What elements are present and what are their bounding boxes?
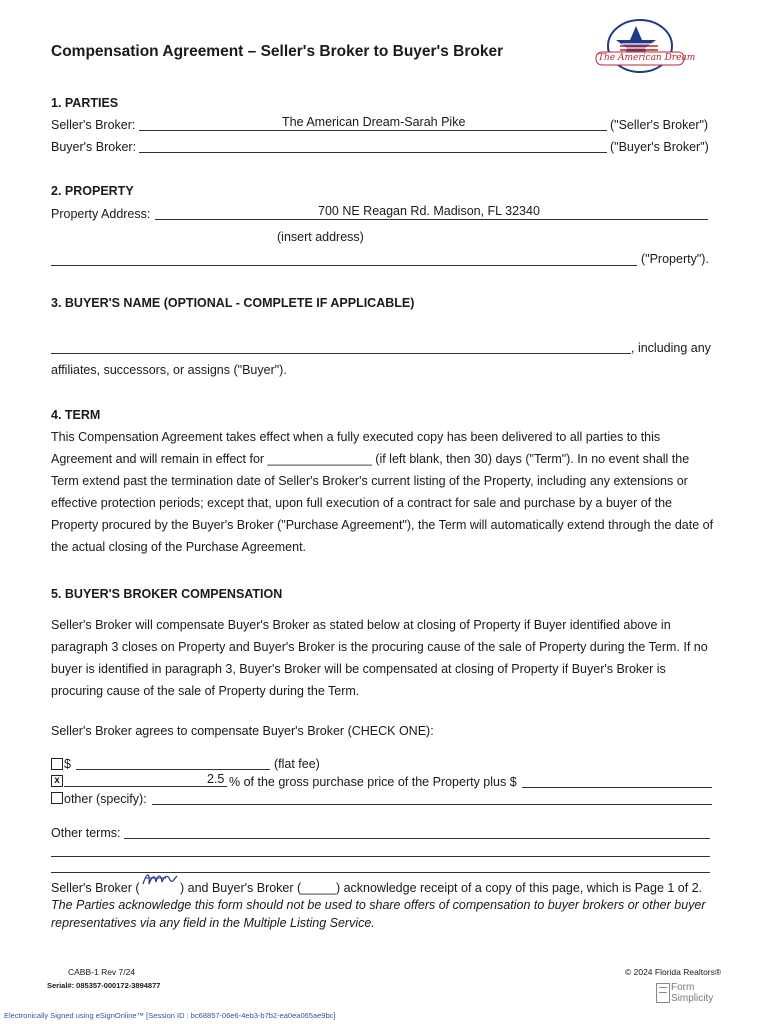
esign-footer: Electronically Signed using eSignOnline™ [Session ID : bc68857-06e6-4eb3-b7b2-ea0ea065ae9bc] (4, 1011, 336, 1020)
compensation-line: buyer is identified in paragraph 3, Buyer's Broker will be compensated at closing of Property if Buyer's Broker is (51, 662, 666, 676)
ack-prefix: Seller's Broker ( (51, 881, 140, 895)
flat-fee-suffix: (flat fee) (274, 757, 320, 771)
buyer-name-field[interactable] (51, 353, 631, 354)
seller-initials-signature[interactable] (140, 868, 180, 892)
flat-fee-field[interactable] (76, 769, 270, 770)
percentage-plus-field[interactable] (522, 787, 712, 788)
copyright: © 2024 Florida Realtors® (625, 967, 722, 977)
form-id: CABB-1 Rev 7/24 (68, 967, 136, 977)
property-address-line-2[interactable] (51, 265, 637, 266)
compensation-line: paragraph 3 closes on Property and Buyer's Broker is the procuring cause of the sale of Property during the Term. If no (51, 640, 708, 654)
compensation-line: procuring cause of the sale of Property during the Term. (51, 684, 360, 698)
mls-note-line-2: representatives via any field in the Multiple Listing Service. (51, 916, 375, 930)
term-line: effective protection periods; except that, upon full execution of a contract for sale and purchase by a buyer of the (51, 496, 672, 510)
other-checkbox[interactable] (51, 792, 63, 804)
term-line: the actual closing of the Purchase Agreement. (51, 540, 307, 554)
insert-address-note: (insert address) (277, 230, 364, 244)
property-address-line (155, 219, 708, 220)
sellers-broker-suffix: ("Seller's Broker") (610, 118, 709, 132)
section-1-heading: 1. PARTIES (51, 96, 119, 110)
compensation-line: Seller's Broker will compensate Buyer's Broker as stated below at closing of Property if Buyer identified above in (51, 618, 671, 632)
sellers-broker-field[interactable]: The American Dream-Sarah Pike (282, 115, 466, 129)
form-simplicity-icon (656, 983, 670, 1003)
american-dream-logo (592, 18, 696, 78)
section-3-heading: 3. BUYER'S NAME (OPTIONAL - COMPLETE IF APPLICABLE) (51, 296, 415, 310)
buyers-broker-suffix: ("Buyer's Broker") (610, 140, 709, 154)
sellers-broker-line (139, 130, 607, 131)
section-2-heading: 2. PROPERTY (51, 184, 134, 198)
document-title: Compensation Agreement – Seller's Broker to Buyer's Broker (51, 43, 504, 60)
logo-text: The American Dream (598, 53, 696, 63)
flat-fee-checkbox[interactable] (51, 758, 63, 770)
brand-simplicity: Simplicity (671, 993, 714, 1004)
percentage-field[interactable]: 2.5 (207, 772, 225, 786)
sellers-broker-label: Seller's Broker: (51, 118, 136, 132)
other-specify-label: other (specify): (64, 792, 147, 806)
other-terms-line-2[interactable] (51, 856, 710, 857)
property-address-field[interactable]: 700 NE Reagan Rd. Madison, FL 32340 (318, 204, 540, 218)
brand-form: Form (671, 982, 695, 993)
percentage-text: % of the gross purchase price of the Property plus $ (229, 775, 517, 789)
term-line: Agreement and will remain in effect for _______________ (if left blank, then 30) days ("Term"). In no event shall the (51, 452, 690, 466)
ack-text: ) and Buyer's Broker (_____) acknowledge receipt of a copy of this page, which is Page 1 of 2. (180, 881, 703, 895)
other-specify-field[interactable] (152, 804, 712, 805)
property-suffix: ("Property"). (641, 252, 709, 266)
buyers-broker-label: Buyer's Broker: (51, 140, 137, 154)
percentage-line (64, 786, 227, 787)
other-terms-field[interactable] (124, 838, 710, 839)
section-5-heading: 5. BUYER'S BROKER COMPENSATION (51, 587, 283, 601)
serial-number: Serial#: 085357-000172-3894877 (47, 981, 161, 990)
percentage-checkbox-checked[interactable]: x (51, 775, 63, 787)
check-one-text: Seller's Broker agrees to compensate Buyer's Broker (CHECK ONE): (51, 724, 434, 738)
buyers-broker-field[interactable] (139, 152, 607, 153)
section-4-heading: 4. TERM (51, 408, 101, 422)
other-terms-label: Other terms: (51, 826, 121, 840)
term-line: Property procured by the Buyer's Broker ("Purchase Agreement"), the Term will automatically extend through the date of (51, 518, 714, 532)
buyer-name-suffix: , including any (631, 341, 711, 355)
buyer-affiliates-text: affiliates, successors, or assigns ("Buyer"). (51, 363, 287, 377)
term-line: Term extend past the termination date of Seller's Broker's current listing of the Property, including any extensions or (51, 474, 688, 488)
term-line: This Compensation Agreement takes effect when a fully executed copy has been delivered to all parties to this (51, 430, 661, 444)
flat-fee-dollar: $ (64, 757, 71, 771)
property-address-label: Property Address: (51, 207, 151, 221)
mls-note-line-1: The Parties acknowledge this form should not be used to share offers of compensation to buyer brokers or other buyer (51, 898, 706, 912)
